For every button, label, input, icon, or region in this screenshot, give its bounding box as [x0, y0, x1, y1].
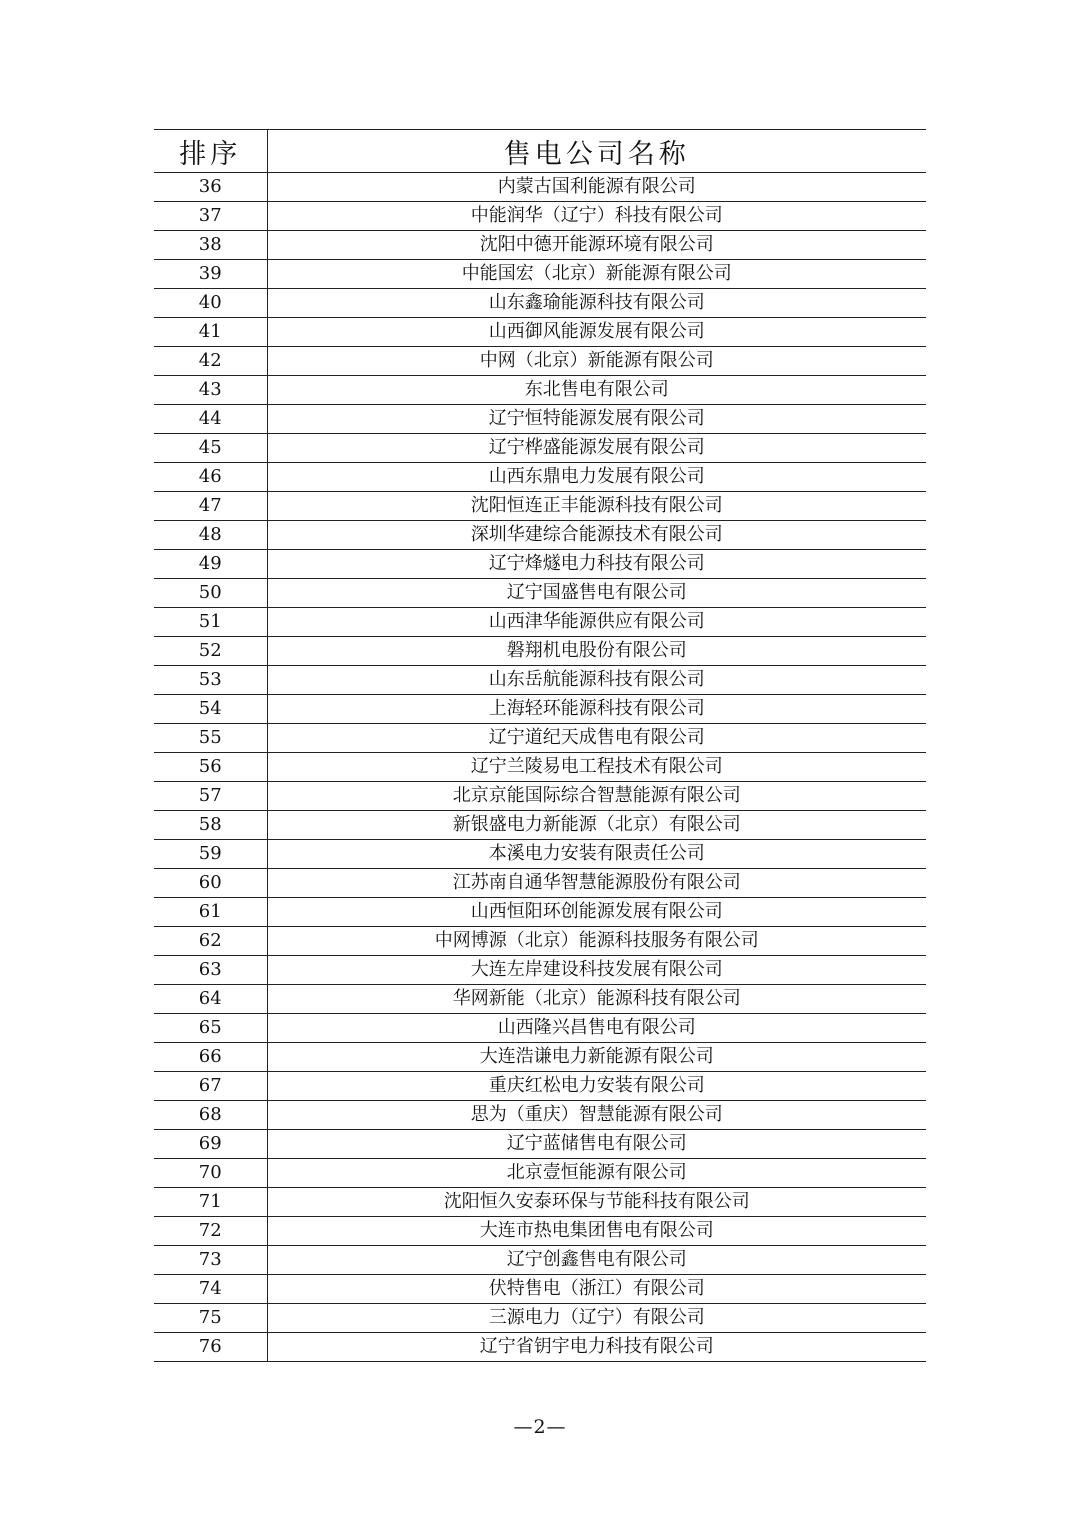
company-name-cell: 新银盛电力新能源（北京）有限公司 [267, 811, 926, 840]
rank-cell: 45 [154, 434, 267, 463]
company-name-cell: 深圳华建综合能源技术有限公司 [267, 521, 926, 550]
company-name-cell: 磐翔机电股份有限公司 [267, 637, 926, 666]
table-row [154, 1014, 926, 1043]
rank-cell: 63 [154, 956, 267, 985]
company-name-cell: 北京京能国际综合智慧能源有限公司 [267, 782, 926, 811]
table-row [154, 318, 926, 347]
company-name-cell: 三源电力（辽宁）有限公司 [267, 1304, 926, 1333]
rank-cell: 47 [154, 492, 267, 521]
rank-cell: 72 [154, 1217, 267, 1246]
rank-cell: 44 [154, 405, 267, 434]
table-row [154, 1188, 926, 1217]
company-name-cell: 东北售电有限公司 [267, 376, 926, 405]
table-row [154, 724, 926, 753]
table-row [154, 376, 926, 405]
table-row [154, 811, 926, 840]
company-name-cell: 山西恒阳环创能源发展有限公司 [267, 898, 926, 927]
company-table [154, 129, 926, 1362]
table-row [154, 231, 926, 260]
company-name-cell: 中网博源（北京）能源科技服务有限公司 [267, 927, 926, 956]
table-row [154, 898, 926, 927]
company-name-cell: 中网（北京）新能源有限公司 [267, 347, 926, 376]
table-row [154, 1101, 926, 1130]
table-row [154, 927, 926, 956]
rank-cell: 62 [154, 927, 267, 956]
rank-cell: 40 [154, 289, 267, 318]
table-row [154, 405, 926, 434]
table-row [154, 666, 926, 695]
rank-cell: 42 [154, 347, 267, 376]
company-name-cell: 伏特售电（浙江）有限公司 [267, 1275, 926, 1304]
table-row [154, 202, 926, 231]
table-row [154, 1043, 926, 1072]
company-name-cell: 山西御风能源发展有限公司 [267, 318, 926, 347]
table-row [154, 782, 926, 811]
rank-cell: 57 [154, 782, 267, 811]
rank-cell: 39 [154, 260, 267, 289]
company-name-cell: 重庆红松电力安装有限公司 [267, 1072, 926, 1101]
rank-cell: 60 [154, 869, 267, 898]
table-row [154, 492, 926, 521]
table-row [154, 521, 926, 550]
table-row [154, 1246, 926, 1275]
table-row [154, 753, 926, 782]
company-name-cell: 辽宁恒特能源发展有限公司 [267, 405, 926, 434]
page-number: —2— [513, 1416, 567, 1438]
rank-cell: 74 [154, 1275, 267, 1304]
rank-cell: 56 [154, 753, 267, 782]
rank-cell: 68 [154, 1101, 267, 1130]
company-name-cell: 华网新能（北京）能源科技有限公司 [267, 985, 926, 1014]
rank-cell: 69 [154, 1130, 267, 1159]
table-body [154, 173, 926, 1362]
rank-cell: 59 [154, 840, 267, 869]
rank-cell: 48 [154, 521, 267, 550]
rank-cell: 70 [154, 1159, 267, 1188]
table-row [154, 434, 926, 463]
rank-cell: 58 [154, 811, 267, 840]
table-row [154, 463, 926, 492]
company-name-cell: 山东鑫瑜能源科技有限公司 [267, 289, 926, 318]
rank-cell: 38 [154, 231, 267, 260]
company-name-cell: 辽宁道纪天成售电有限公司 [267, 724, 926, 753]
rank-cell: 61 [154, 898, 267, 927]
company-name-cell: 思为（重庆）智慧能源有限公司 [267, 1101, 926, 1130]
table-row [154, 1333, 926, 1362]
company-name-cell: 辽宁省钥宇电力科技有限公司 [267, 1333, 926, 1362]
rank-cell: 73 [154, 1246, 267, 1275]
company-name-cell: 中能润华（辽宁）科技有限公司 [267, 202, 926, 231]
company-name-cell: 大连市热电集团售电有限公司 [267, 1217, 926, 1246]
table-row [154, 956, 926, 985]
table-row [154, 173, 926, 202]
company-name-cell: 北京壹恒能源有限公司 [267, 1159, 926, 1188]
rank-cell: 51 [154, 608, 267, 637]
table-row [154, 1159, 926, 1188]
rank-cell: 46 [154, 463, 267, 492]
table-row [154, 347, 926, 376]
company-name-cell: 内蒙古国利能源有限公司 [267, 173, 926, 202]
column-header-company-name: 售电公司名称 [267, 130, 926, 173]
table-row [154, 289, 926, 318]
company-name-cell: 山东岳航能源科技有限公司 [267, 666, 926, 695]
table-row [154, 1217, 926, 1246]
company-name-cell: 沈阳恒连正丰能源科技有限公司 [267, 492, 926, 521]
company-name-cell: 辽宁烽燧电力科技有限公司 [267, 550, 926, 579]
company-name-cell: 江苏南自通华智慧能源股份有限公司 [267, 869, 926, 898]
rank-cell: 37 [154, 202, 267, 231]
rank-cell: 67 [154, 1072, 267, 1101]
rank-cell: 50 [154, 579, 267, 608]
table-row [154, 1130, 926, 1159]
company-name-cell: 辽宁蓝储售电有限公司 [267, 1130, 926, 1159]
rank-cell: 49 [154, 550, 267, 579]
table-row [154, 869, 926, 898]
table-row [154, 695, 926, 724]
company-name-cell: 辽宁创鑫售电有限公司 [267, 1246, 926, 1275]
table-row [154, 1304, 926, 1333]
company-name-cell: 山西隆兴昌售电有限公司 [267, 1014, 926, 1043]
table-row [154, 579, 926, 608]
company-name-cell: 沈阳中德开能源环境有限公司 [267, 231, 926, 260]
company-name-cell: 辽宁国盛售电有限公司 [267, 579, 926, 608]
table-row [154, 1072, 926, 1101]
company-name-cell: 大连左岸建设科技发展有限公司 [267, 956, 926, 985]
rank-cell: 41 [154, 318, 267, 347]
company-name-cell: 山西津华能源供应有限公司 [267, 608, 926, 637]
company-name-cell: 中能国宏（北京）新能源有限公司 [267, 260, 926, 289]
table-row [154, 637, 926, 666]
rank-cell: 66 [154, 1043, 267, 1072]
rank-cell: 71 [154, 1188, 267, 1217]
company-name-cell: 辽宁兰陵易电工程技术有限公司 [267, 753, 926, 782]
table-row [154, 260, 926, 289]
rank-cell: 55 [154, 724, 267, 753]
company-name-cell: 大连浩谦电力新能源有限公司 [267, 1043, 926, 1072]
rank-cell: 53 [154, 666, 267, 695]
table-row [154, 1275, 926, 1304]
rank-cell: 75 [154, 1304, 267, 1333]
table-row [154, 608, 926, 637]
company-name-cell: 上海轻环能源科技有限公司 [267, 695, 926, 724]
rank-cell: 43 [154, 376, 267, 405]
table-header-row [154, 130, 926, 173]
company-name-cell: 山西东鼎电力发展有限公司 [267, 463, 926, 492]
rank-cell: 36 [154, 173, 267, 202]
column-header-rank: 排序 [154, 130, 267, 173]
rank-cell: 52 [154, 637, 267, 666]
rank-cell: 54 [154, 695, 267, 724]
rank-cell: 76 [154, 1333, 267, 1362]
table-row [154, 550, 926, 579]
company-name-cell: 辽宁桦盛能源发展有限公司 [267, 434, 926, 463]
rank-cell: 64 [154, 985, 267, 1014]
company-name-cell: 沈阳恒久安泰环保与节能科技有限公司 [267, 1188, 926, 1217]
table-row [154, 840, 926, 869]
company-name-cell: 本溪电力安装有限责任公司 [267, 840, 926, 869]
rank-cell: 65 [154, 1014, 267, 1043]
table-row [154, 985, 926, 1014]
